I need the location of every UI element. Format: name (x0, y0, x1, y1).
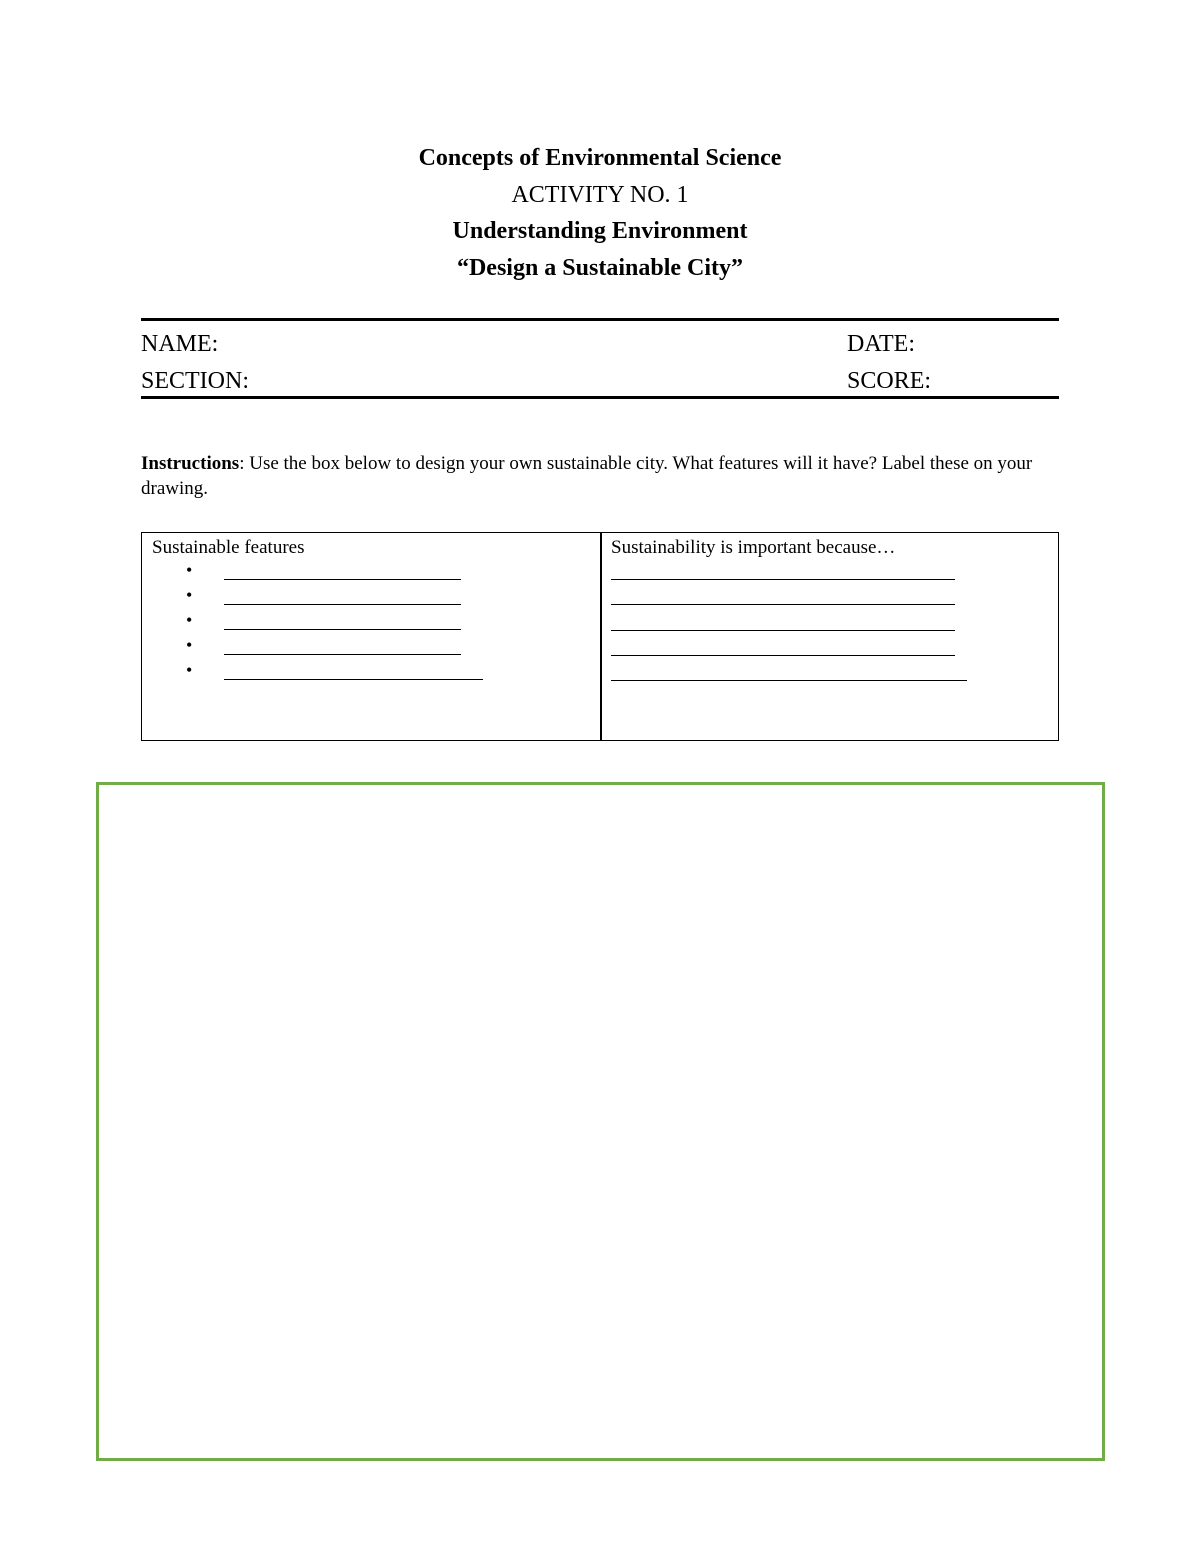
student-info-block (141, 318, 1059, 399)
feature-answer-line[interactable] (224, 579, 461, 580)
name-label: NAME: (141, 331, 219, 357)
bullet-icon: • (186, 660, 193, 680)
reason-answer-line[interactable] (611, 630, 955, 631)
instructions-text: : Use the box below to design your own sustainable city. What features will it have? Label these on your drawing. (141, 453, 1033, 499)
instructions-label: Instructions (141, 453, 240, 474)
reason-answer-line[interactable] (611, 680, 967, 681)
feature-answer-line[interactable] (224, 679, 483, 680)
bullet-icon: • (186, 610, 193, 630)
bullet-icon: • (186, 560, 193, 580)
date-label: DATE: (847, 331, 915, 357)
table-divider (600, 533, 602, 740)
feature-answer-line[interactable] (224, 604, 461, 605)
sustainable-features-heading: Sustainable features (152, 537, 305, 558)
reason-answer-line[interactable] (611, 579, 955, 580)
reason-answer-line[interactable] (611, 604, 955, 605)
section-label: SECTION: (141, 368, 249, 394)
instructions-paragraph (141, 451, 1051, 501)
course-title: Concepts of Environmental Science (418, 145, 782, 171)
bullet-icon: • (186, 635, 193, 655)
activity-task: “Design a Sustainable City” (456, 254, 744, 281)
importance-heading: Sustainability is important because… (611, 537, 896, 558)
worksheet-header (0, 140, 1200, 286)
feature-answer-line[interactable] (224, 629, 461, 630)
score-label: SCORE: (847, 368, 932, 394)
feature-answer-line[interactable] (224, 654, 461, 655)
activity-number: ACTIVITY NO. 1 (511, 181, 689, 208)
reason-answer-line[interactable] (611, 655, 955, 656)
answer-table (141, 532, 1059, 741)
activity-topic: Understanding Environment (452, 218, 748, 244)
city-drawing-area[interactable] (96, 782, 1105, 1461)
bullet-icon: • (186, 585, 193, 605)
